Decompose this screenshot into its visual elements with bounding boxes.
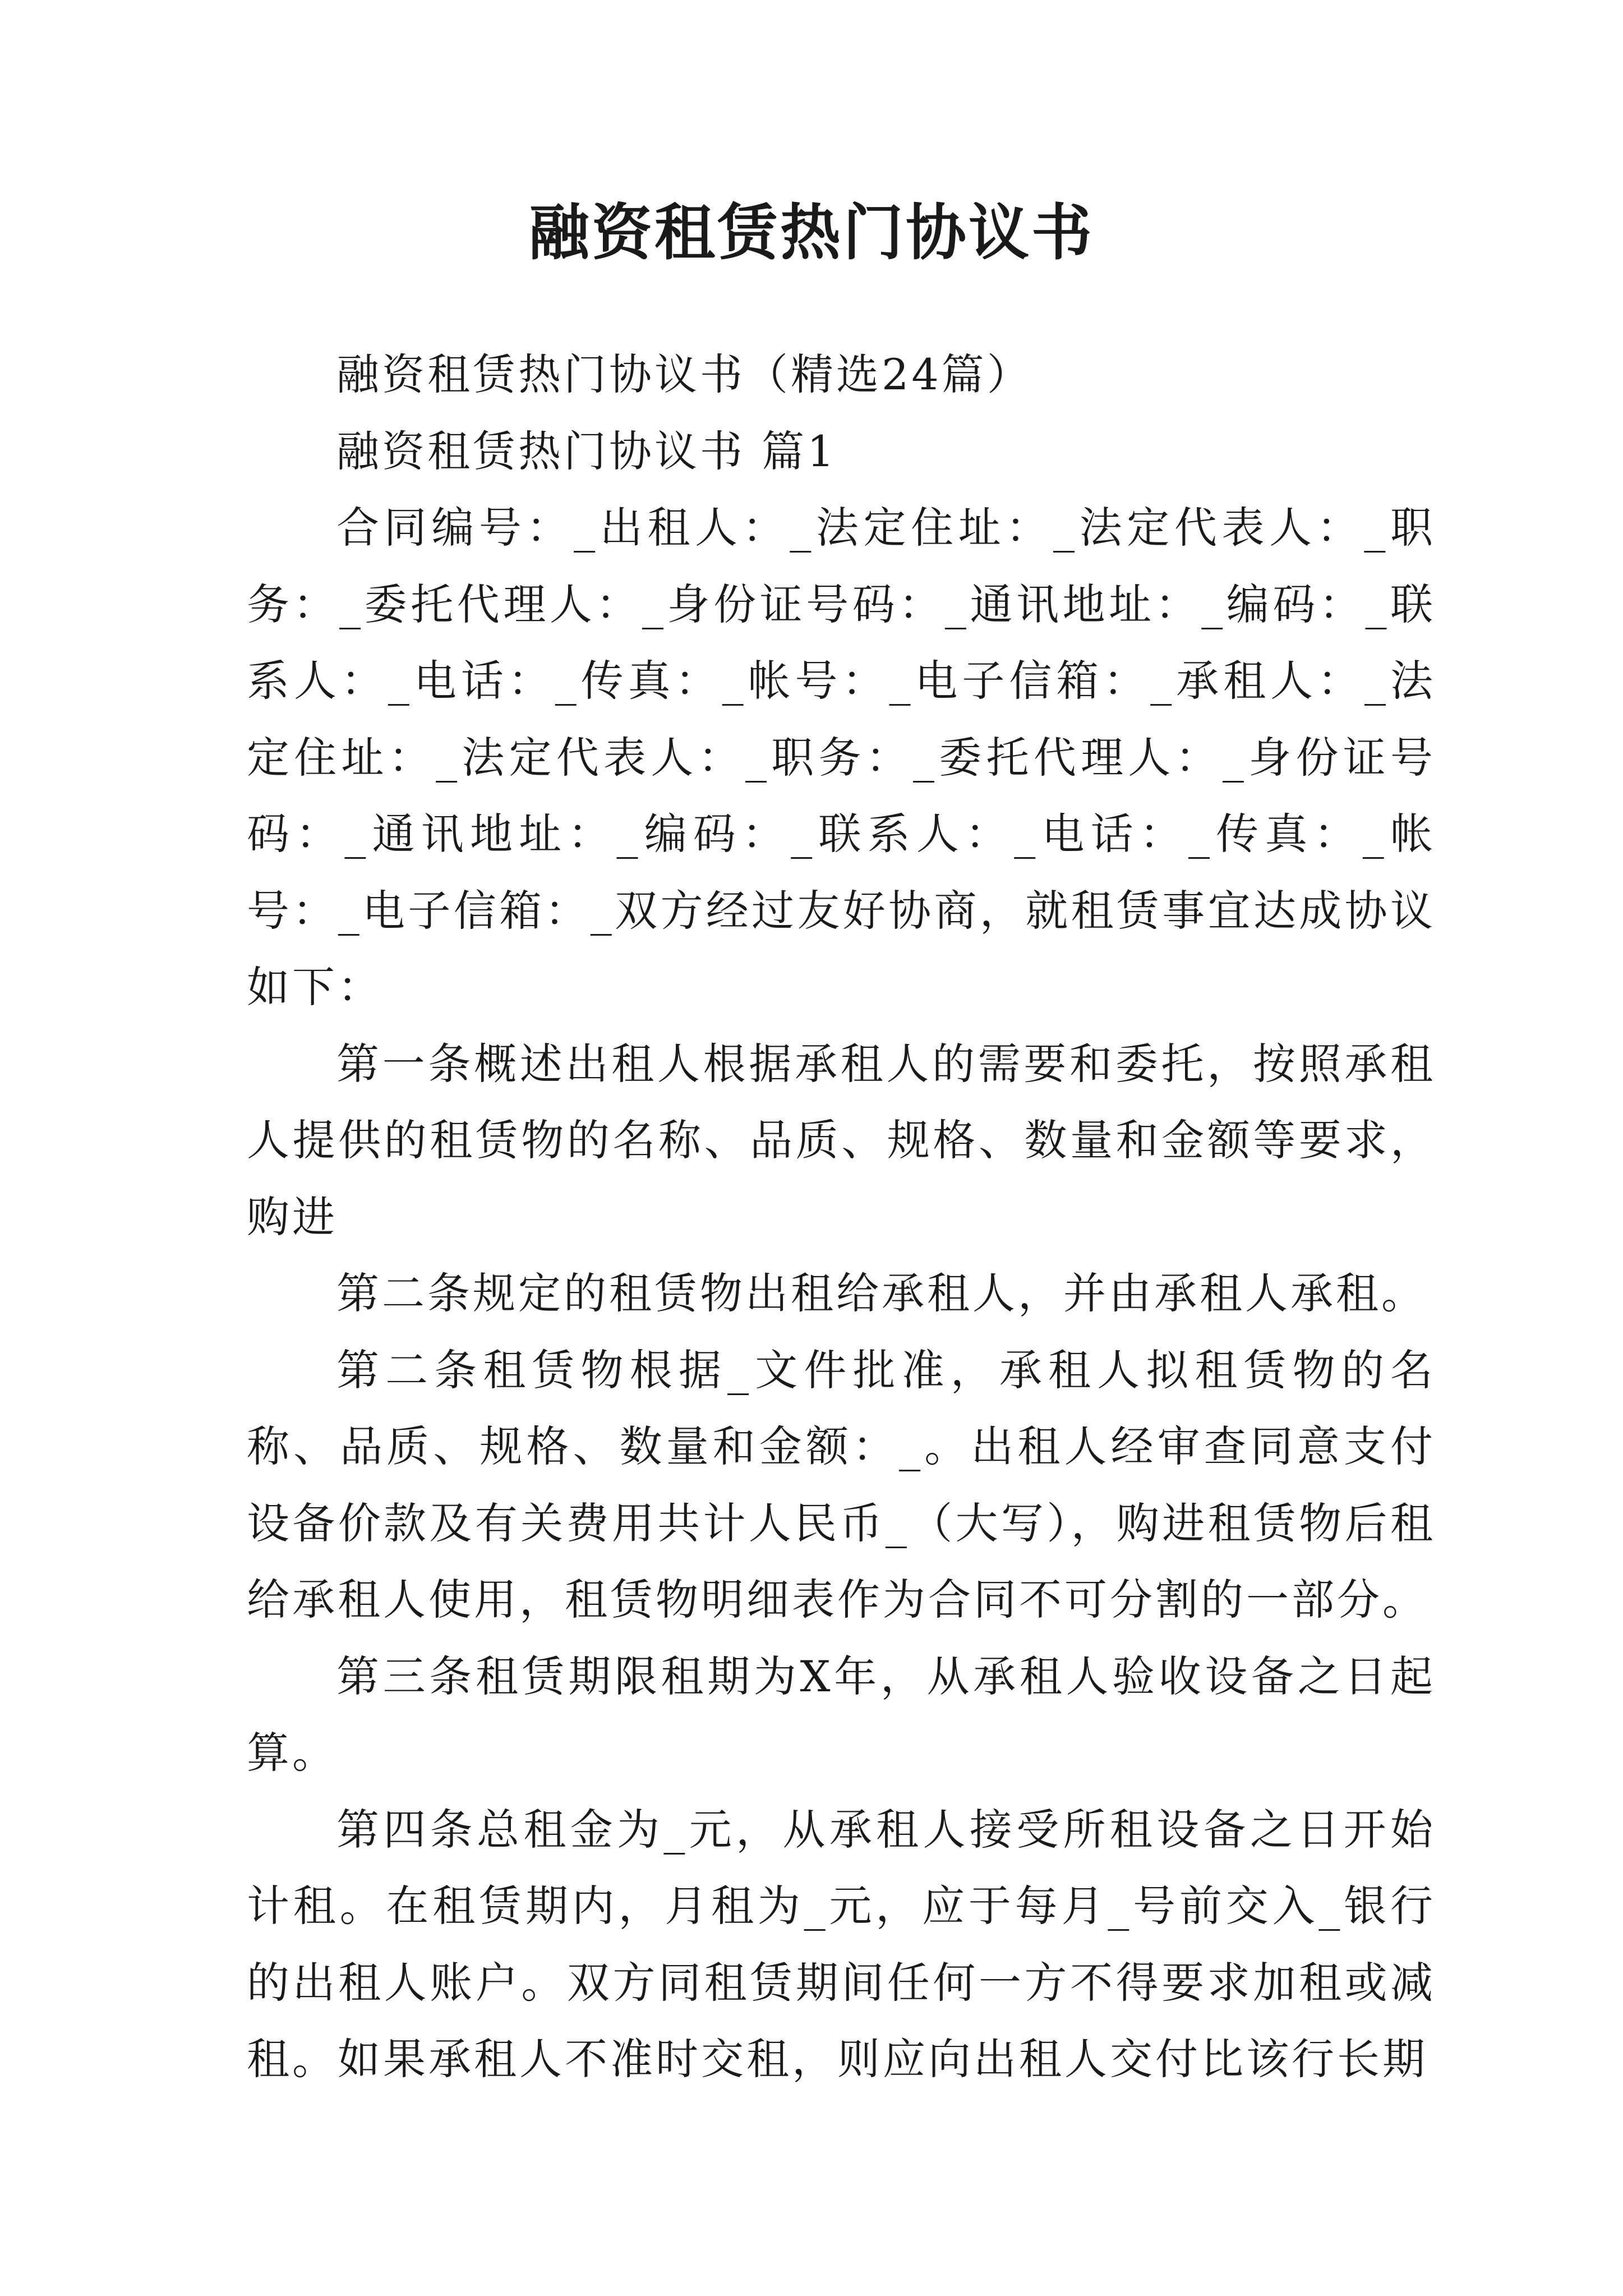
paragraph-subtitle: 融资租赁热门协议书（精选24篇） [336,349,1032,399]
paragraph-parties: 合同编号：_出租人：_法定住址：_法定代表人：_职务：_委托代理人：_身份证号码：_通讯地址：_编码：_联系人：_电话：_传真：_帐号：_电子信箱：_承租人：_法定住址：_法定代表人：_职务：_委托代理人：_身份证号码：_通讯地址：_编码：_联系人：_电话：_传真：_帐号：_电子信箱：_双方经过友好协商，就租赁事宜达成协议如下： [247,503,1436,1012]
paragraph-section-heading: 融资租赁热门协议书 篇1 [336,426,837,476]
document-title: 融资租赁热门协议书 [528,197,1094,268]
document-body [247,337,1436,2098]
paragraph-article-1: 第一条概述出租人根据承租人的需要和委托，按照承租人提供的租赁物的名称、品质、规格、数量和金额等要求，购进 [247,1038,1436,1242]
paragraph-article-4: 第四条总租金为_元，从承租人接受所租设备之日开始计租。在租赁期内，月租为_元，应于每月_号前交入_银行的出租人账户。双方同租赁期间任何一方不得要求加租或减租。如果承租人不准时交租，则应向出租人交付比该行长期 [247,1804,1436,2084]
paragraph-article-2b: 第二条租赁物根据_文件批准，承租人拟租赁物的名称、品质、规格、数量和金额：_。出租人经审查同意支付设备价款及有关费用共计人民币_（大写），购进租赁物后租给承租人使用，租赁物明细表作为合同不可分割的一部分。 [247,1345,1436,1625]
paragraph-article-2a: 第二条规定的租赁物出租给承租人，并由承租人承租。 [336,1268,1427,1318]
paragraph-article-3: 第三条租赁期限租期为X年，从承租人验收设备之日起算。 [247,1651,1436,1778]
